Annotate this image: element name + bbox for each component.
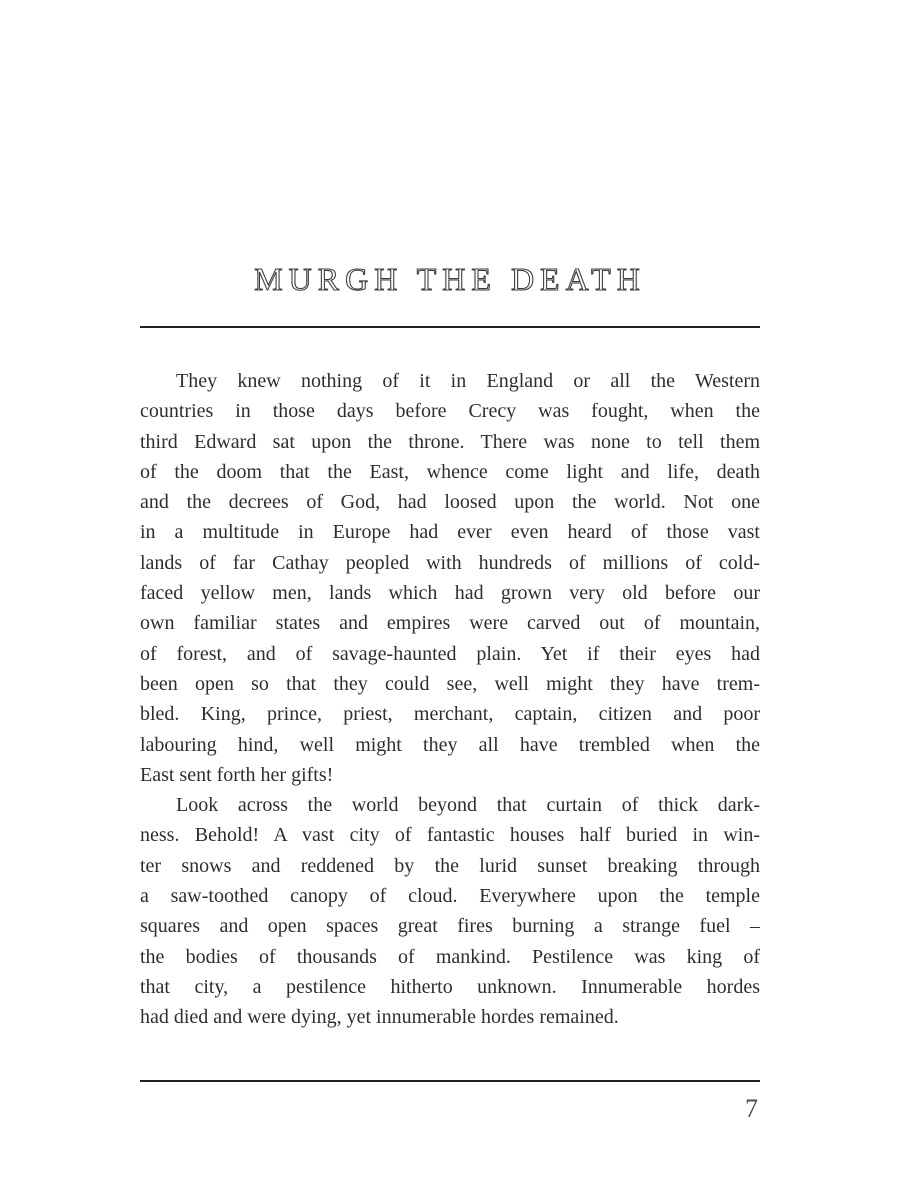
- text-line: own familiar states and empires were carved out of mountain,: [140, 612, 760, 635]
- text-line: Look across the world beyond that curtain of thick dark-: [176, 794, 760, 817]
- text-line: countries in those days before Crecy was fought, when the: [140, 400, 760, 423]
- text-line: in a multitude in Europe had ever even heard of those vast: [140, 521, 760, 544]
- chapter-title-svg: [140, 252, 760, 302]
- text-line: faced yellow men, lands which had grown very old before our: [140, 582, 760, 605]
- text-line: bled. King, prince, priest, merchant, captain, citizen and poor: [140, 703, 760, 726]
- text-line: They knew nothing of it in England or all the Western: [176, 370, 760, 392]
- text-line: the bodies of thousands of mankind. Pestilence was king of: [140, 945, 760, 968]
- chapter-title-block: [140, 252, 760, 302]
- text-line: labouring hind, well might they all have trembled when the: [140, 733, 760, 756]
- text-line: ter snows and reddened by the lurid sunset breaking through: [140, 854, 760, 877]
- text-line: that city, a pestilence hitherto unknown. Innumerable hordes: [140, 975, 760, 998]
- bottom-rule: [140, 1080, 760, 1082]
- text-line: East sent forth her gifts!: [140, 763, 334, 786]
- text-line: of the doom that the East, whence come light and life, death: [140, 460, 760, 483]
- text-line: squares and open spaces great fires burning a strange fuel –: [140, 915, 760, 938]
- page-number: 7: [745, 1094, 758, 1123]
- text-line: ness. Behold! A vast city of fantastic houses half buried in win-: [140, 824, 760, 847]
- text-line: had died and were dying, yet innumerable hordes remained.: [140, 1006, 619, 1029]
- body-text: [140, 366, 760, 1033]
- text-line: been open so that they could see, well might they have trem-: [140, 672, 760, 695]
- page-title: MURGH THE DEATH: [254, 261, 646, 297]
- text-line: and the decrees of God, had loosed upon the world. Not one: [140, 491, 760, 514]
- text-line: third Edward sat upon the throne. There was none to tell them: [140, 430, 760, 453]
- top-rule: [140, 326, 760, 328]
- text-line: a saw-toothed canopy of cloud. Everywhere upon the temple: [140, 885, 760, 908]
- text-line: lands of far Cathay peopled with hundreds of millions of cold-: [140, 551, 760, 574]
- text-line: of forest, and of savage-haunted plain. Yet if their eyes had: [140, 642, 760, 665]
